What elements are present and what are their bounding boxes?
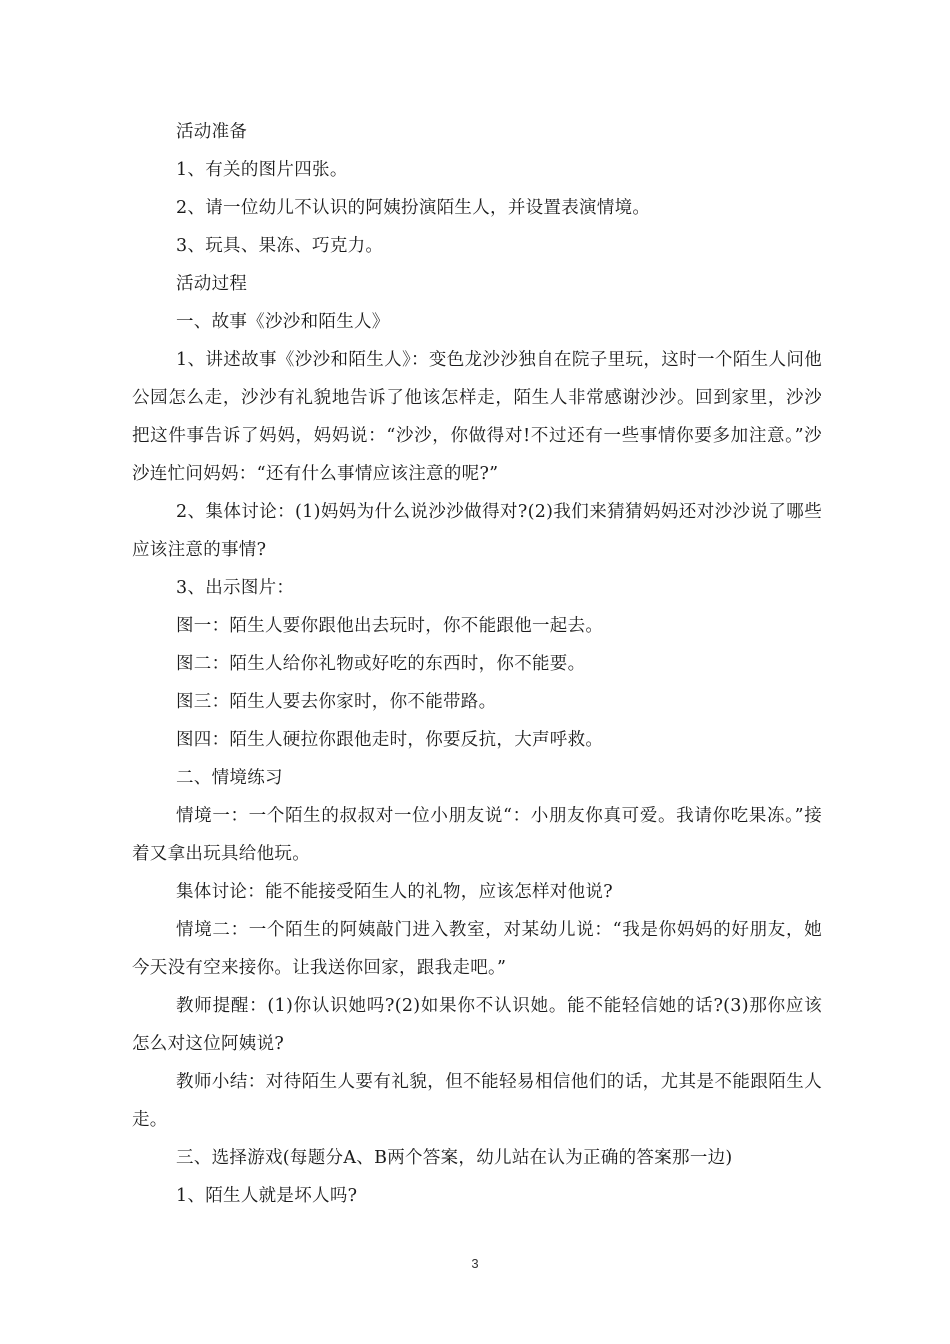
game-question-1: 1、陌生人就是坏人吗? <box>176 1186 358 1206</box>
part-1-heading: 一、故事《沙沙和陌生人》 <box>176 312 390 332</box>
picture-2-paragraph: 图二：陌生人给你礼物或好吃的东西时，你不能要。 <box>176 654 586 674</box>
show-pictures-paragraph: 3、出示图片： <box>176 578 295 598</box>
preparation-item-2: 2、请一位幼儿不认识的阿姨扮演陌生人，并设置表演情境。 <box>176 198 651 218</box>
picture-4-paragraph: 图四：陌生人硬拉你跟他走时，你要反抗，大声呼救。 <box>176 730 604 750</box>
section-heading-preparation: 活动准备 <box>176 122 248 142</box>
document-body <box>132 113 822 1215</box>
scenario-2-paragraph: 情境二：一个陌生的阿姨敲门进入教室，对某幼儿说：“我是你妈妈的好朋友，她今天没有空来接你。让我送你回家，跟我走吧。” <box>132 920 822 978</box>
section-heading-process: 活动过程 <box>176 274 248 294</box>
group-discussion-paragraph: 2、集体讨论：(1)妈妈为什么说沙沙做得对?(2)我们来猜猜妈妈还对沙沙说了哪些应该注意的事情? <box>132 502 822 560</box>
teacher-reminder-paragraph: 教师提醒：(1)你认识她吗?(2)如果你不认识她。能不能轻信她的话?(3)那你应该怎么对这位阿姨说? <box>132 996 822 1054</box>
page-number: 3 <box>471 1256 479 1271</box>
picture-1-paragraph: 图一：陌生人要你跟他出去玩时，你不能跟他一起去。 <box>176 616 604 636</box>
scenario-1-discussion: 集体讨论：能不能接受陌生人的礼物，应该怎样对他说? <box>176 882 613 902</box>
story-paragraph: 1、讲述故事《沙沙和陌生人》：变色龙沙沙独自在院子里玩，这时一个陌生人问他公园怎么走，沙沙有礼貌地告诉了他该怎样走，陌生人非常感谢沙沙。回到家里，沙沙把这件事告诉了妈妈，妈妈说：“沙沙，你做得对!不过还有一些事情你要多加注意。”沙沙连忙问妈妈：“还有什么事情应该注意的呢?” <box>132 350 822 484</box>
part-3-heading: 三、选择游戏(每题分A、B两个答案，幼儿站在认为正确的答案那一边) <box>176 1148 733 1168</box>
preparation-item-1: 1、有关的图片四张。 <box>176 160 348 180</box>
picture-3-paragraph: 图三：陌生人要去你家时，你不能带路。 <box>176 692 497 712</box>
teacher-summary-paragraph: 教师小结：对待陌生人要有礼貌，但不能轻易相信他们的话，尤其是不能跟陌生人走。 <box>132 1072 822 1130</box>
preparation-item-3: 3、玩具、果冻、巧克力。 <box>176 236 384 256</box>
part-2-heading: 二、情境练习 <box>176 768 283 788</box>
scenario-1-paragraph: 情境一：一个陌生的叔叔对一位小朋友说“：小朋友你真可爱。我请你吃果冻。”接着又拿出玩具给他玩。 <box>132 806 822 864</box>
